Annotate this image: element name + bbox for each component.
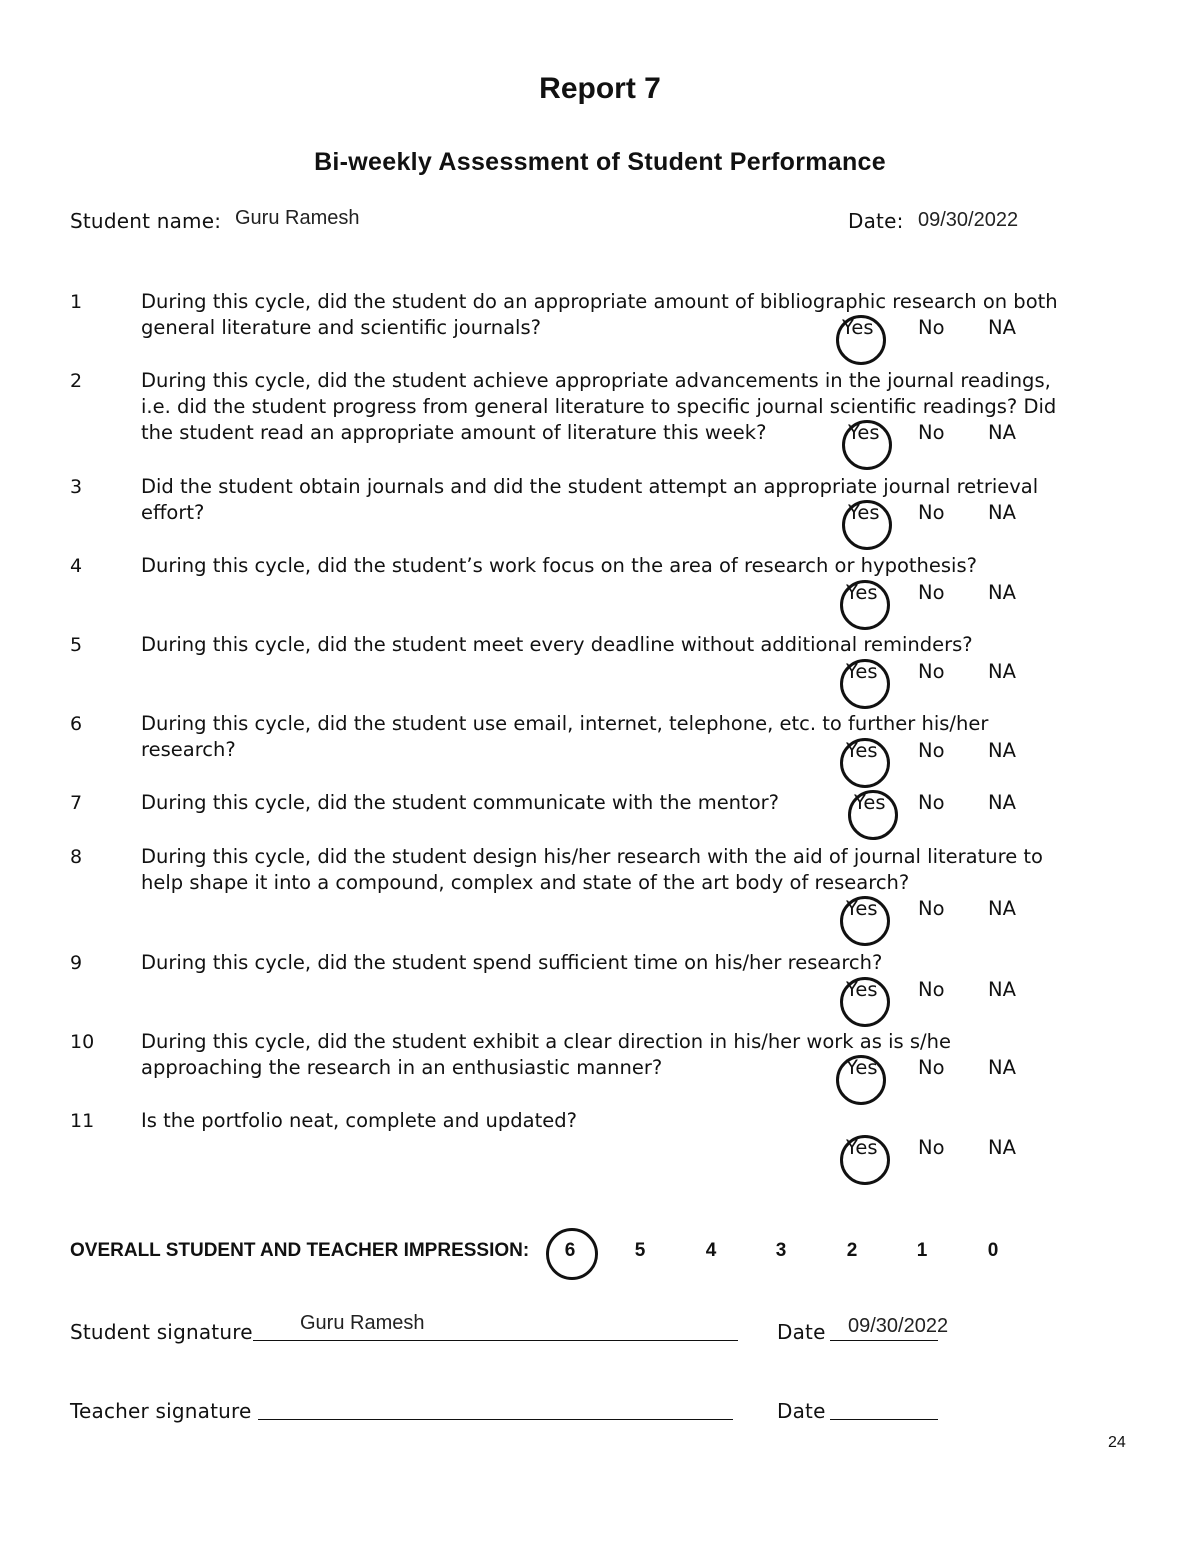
option-na[interactable]: NA xyxy=(988,1136,1016,1159)
option-yes-label: Yes xyxy=(848,421,880,444)
student-signature-line xyxy=(253,1340,738,1341)
option-na[interactable]: NA xyxy=(988,581,1016,604)
selected-circle xyxy=(840,659,890,709)
student-name-field[interactable]: Guru Ramesh xyxy=(235,207,360,229)
option-yes[interactable] xyxy=(842,315,873,341)
question-text: During this cycle, did the student’s work focus on the area of research or hypothesis? xyxy=(141,554,977,577)
score-option-6[interactable]: 6 xyxy=(564,1240,576,1261)
teacher-date-line[interactable] xyxy=(830,1419,938,1420)
option-na[interactable]: NA xyxy=(988,1056,1016,1079)
page-number: 24 xyxy=(1108,1434,1126,1451)
selected-circle xyxy=(836,1055,886,1105)
student-date-line xyxy=(830,1340,938,1341)
score-option-5[interactable]: 5 xyxy=(634,1240,646,1261)
option-na[interactable]: NA xyxy=(988,660,1016,683)
selected-circle xyxy=(840,580,890,630)
score-option-4[interactable]: 4 xyxy=(705,1240,717,1261)
question-number: 10 xyxy=(70,1031,95,1053)
selected-circle xyxy=(840,977,890,1027)
option-yes-label: Yes xyxy=(854,791,886,814)
question-number: 7 xyxy=(70,792,83,814)
date-field[interactable]: 09/30/2022 xyxy=(918,209,1019,231)
question-number: 1 xyxy=(70,291,83,313)
score-option-3[interactable]: 3 xyxy=(775,1240,787,1261)
option-yes-label: Yes xyxy=(846,897,878,920)
selected-circle xyxy=(840,738,890,788)
option-yes-label: Yes xyxy=(842,316,874,339)
teacher-signature-label: Teacher signature xyxy=(70,1399,252,1423)
option-yes[interactable] xyxy=(854,790,885,816)
selected-circle xyxy=(836,315,886,365)
teacher-signature-line[interactable] xyxy=(258,1419,733,1420)
question-number: 2 xyxy=(70,370,83,392)
option-yes[interactable] xyxy=(848,420,879,446)
option-no[interactable]: No xyxy=(918,1136,945,1159)
question-text: During this cycle, did the student do an appropriate amount of bibliographic research on both general literature and scientific journals? xyxy=(141,290,1058,339)
question-text: During this cycle, did the student communicate with the mentor? xyxy=(141,791,779,814)
selected-circle xyxy=(840,1135,890,1185)
option-yes[interactable] xyxy=(846,896,877,922)
selected-circle xyxy=(842,420,892,470)
student-signature-field[interactable]: Guru Ramesh xyxy=(300,1312,425,1334)
student-name-label: Student name: xyxy=(70,209,222,233)
selected-circle xyxy=(848,790,898,840)
option-yes-label: Yes xyxy=(846,581,878,604)
report-title: Report 7 xyxy=(539,72,661,105)
option-yes[interactable] xyxy=(846,1135,877,1161)
option-yes-label: Yes xyxy=(846,1136,878,1159)
student-date-field[interactable]: 09/30/2022 xyxy=(848,1315,949,1337)
option-no[interactable]: No xyxy=(918,897,945,920)
impression-label: OVERALL STUDENT AND TEACHER IMPRESSION: xyxy=(70,1240,530,1261)
option-yes-label: Yes xyxy=(846,1056,878,1079)
teacher-date-label: Date xyxy=(777,1399,826,1423)
option-yes[interactable] xyxy=(846,977,877,1003)
option-no[interactable]: No xyxy=(918,791,945,814)
option-yes-label: Yes xyxy=(846,978,878,1001)
selected-circle xyxy=(842,500,892,550)
question-text: During this cycle, did the student achieve appropriate advancements in the journal readings, i.e. did the student progress from general literature to specific journal scientific readings? Did the student read an appropriate amount of literature this week? xyxy=(141,369,1057,444)
score-option-2[interactable]: 2 xyxy=(846,1240,858,1261)
option-na[interactable]: NA xyxy=(988,421,1016,444)
score-option-1[interactable]: 1 xyxy=(916,1240,928,1261)
option-na[interactable]: NA xyxy=(988,791,1016,814)
student-date-label: Date xyxy=(777,1320,826,1344)
question-text: During this cycle, did the student use email, internet, telephone, etc. to further his/her research? xyxy=(141,712,989,761)
option-na[interactable]: NA xyxy=(988,316,1016,339)
option-yes[interactable] xyxy=(846,738,877,764)
question-number: 3 xyxy=(70,476,83,498)
question-text: During this cycle, did the student spend sufficient time on his/her research? xyxy=(141,951,883,974)
option-yes-label: Yes xyxy=(848,501,880,524)
option-na[interactable]: NA xyxy=(988,978,1016,1001)
option-no[interactable]: No xyxy=(918,739,945,762)
question-text: Is the portfolio neat, complete and updated? xyxy=(141,1109,577,1132)
option-no[interactable]: No xyxy=(918,1056,945,1079)
option-yes[interactable] xyxy=(846,580,877,606)
date-label: Date: xyxy=(848,209,904,233)
form-title: Bi-weekly Assessment of Student Performance xyxy=(314,148,886,176)
option-yes[interactable] xyxy=(846,659,877,685)
option-no[interactable]: No xyxy=(918,660,945,683)
option-na[interactable]: NA xyxy=(988,897,1016,920)
question-text: During this cycle, did the student meet every deadline without additional reminders? xyxy=(141,633,973,656)
option-yes-label: Yes xyxy=(846,739,878,762)
option-na[interactable]: NA xyxy=(988,739,1016,762)
question-number: 4 xyxy=(70,555,83,577)
question-number: 11 xyxy=(70,1110,95,1132)
option-no[interactable]: No xyxy=(918,581,945,604)
question-number: 8 xyxy=(70,846,83,868)
option-na[interactable]: NA xyxy=(988,501,1016,524)
question-number: 5 xyxy=(70,634,83,656)
option-no[interactable]: No xyxy=(918,316,945,339)
option-yes[interactable] xyxy=(848,500,879,526)
option-no[interactable]: No xyxy=(918,978,945,1001)
selected-circle xyxy=(840,896,890,946)
question-text: During this cycle, did the student exhibit a clear direction in his/her work as is s/he approaching the research in an enthusiastic manner? xyxy=(141,1030,951,1079)
student-signature-label: Student signature xyxy=(70,1320,253,1344)
score-option-0[interactable]: 0 xyxy=(987,1240,999,1261)
option-no[interactable]: No xyxy=(918,421,945,444)
option-no[interactable]: No xyxy=(918,501,945,524)
question-text: During this cycle, did the student design his/her research with the aid of journal literature to help shape it into a compound, complex and state of the art body of research? xyxy=(141,845,1043,894)
question-text: Did the student obtain journals and did the student attempt an appropriate journal retrieval effort? xyxy=(141,475,1039,524)
option-yes[interactable] xyxy=(846,1055,877,1081)
question-number: 6 xyxy=(70,713,83,735)
question-number: 9 xyxy=(70,952,83,974)
option-yes-label: Yes xyxy=(846,660,878,683)
